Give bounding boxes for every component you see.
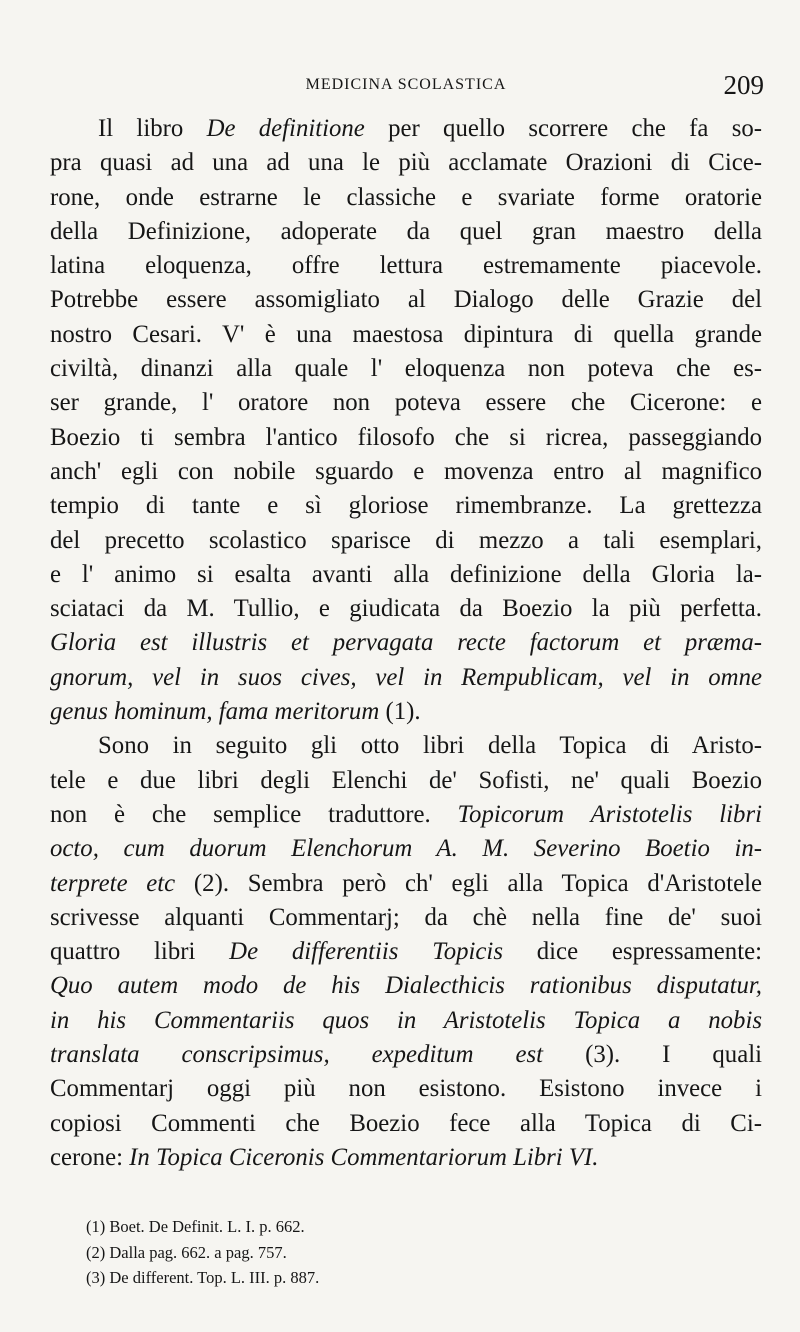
text-line [50, 867, 762, 901]
italic-segment: terprete etc [50, 869, 176, 897]
text-line [50, 318, 762, 352]
text-segment: cerone: [50, 1143, 130, 1171]
text-line [50, 1141, 762, 1175]
italic-segment: translata conscripsimus, expeditum est [50, 1041, 544, 1069]
text-segment: dice espressamente: [502, 938, 762, 966]
text-segment: civiltà, dinanzi alla quale l' eloquenza non poteva che es- [50, 355, 762, 383]
text-segment: tele e due libri degli Elenchi de' Sofisti, ne' quali Boezio [50, 766, 762, 794]
footnote-1: (1) Boet. De Definit. L. I. p. 662. [86, 1217, 305, 1236]
text-line [50, 1004, 762, 1038]
italic-segment: Gloria est illustris et pervagata recte factorum et præma- [50, 629, 762, 657]
text-line [50, 729, 762, 763]
text-line [50, 1107, 762, 1141]
text-segment: scrivesse alquanti Commentarj; da chè nella fine de' suoi [50, 903, 762, 931]
text-line [50, 558, 762, 592]
body-text [50, 112, 762, 1175]
text-segment: Commentarj oggi più non esistono. Esistono invece i [50, 1075, 762, 1103]
text-line [50, 661, 762, 695]
text-segment: copiosi Commenti che Boezio fece alla Topica di Ci- [50, 1109, 762, 1137]
page-number: 209 [723, 70, 764, 100]
text-segment: tempio di tante e sì gloriose rimembranze. La grettezza [50, 492, 762, 520]
italic-segment: Topicorum Aristotelis libri [457, 800, 762, 828]
text-line [50, 283, 762, 317]
text-segment: non è che semplice traduttore. [50, 800, 458, 828]
text-line [50, 764, 762, 798]
text-line [50, 386, 762, 420]
text-line [50, 524, 762, 558]
text-line [50, 901, 762, 935]
footnote-3: (3) De different. Top. L. III. p. 887. [86, 1268, 320, 1287]
text-segment: (1). [379, 698, 421, 726]
text-segment: (2). Sembra però ch' egli alla Topica d'Aristotele [175, 869, 762, 897]
text-segment: ser grande, l' oratore non poteva essere che Cicerone: e [50, 389, 762, 417]
text-segment: del precetto scolastico sparisce di mezzo a tali esemplari, [50, 526, 762, 554]
running-title: MEDICINA SCOLASTICA [305, 76, 507, 93]
footnotes [86, 1214, 706, 1291]
text-line [50, 352, 762, 386]
text-line [50, 592, 762, 626]
text-line [50, 935, 762, 969]
text-segment: quattro libri [50, 938, 230, 966]
italic-segment: in his Commentariis quos in Aristotelis Topica a nobis [50, 1006, 762, 1034]
running-head [48, 70, 764, 104]
text-segment: Sono in seguito gli otto libri della Topica di Aristo- [98, 732, 762, 760]
italic-segment: In Topica Ciceronis Commentariorum Libri VI. [129, 1143, 599, 1171]
text-segment: nostro Cesari. V' è una maestosa dipintura di quella grande [50, 320, 762, 348]
text-segment: della Definizione, adoperate da quel gran maestro della [50, 217, 762, 245]
text-line [50, 1038, 762, 1072]
text-line [50, 626, 762, 660]
text-segment: Il libro [98, 115, 207, 142]
text-segment: rone, onde estrarne le classiche e svariate forme oratorie [50, 183, 762, 211]
text-segment: per quello scorrere che fa so- [364, 115, 762, 142]
italic-segment: Quo autem modo de his Dialecthicis rationibus disputatur, [50, 972, 762, 1000]
text-line [50, 249, 762, 283]
italic-segment: genus hominum, fama meritorum [50, 698, 380, 726]
text-line [50, 1072, 762, 1106]
italic-segment: octo, cum duorum Elenchorum A. M. Severino Boetio in- [50, 835, 762, 863]
text-segment: Boezio ti sembra l'antico filosofo che si ricrea, passeggiando [50, 423, 762, 451]
footnote-2: (2) Dalla pag. 662. a pag. 757. [86, 1242, 287, 1262]
italic-segment: De differentiis Topicis [229, 938, 503, 966]
text-segment: latina eloquenza, offre lettura estremamente piacevole. [50, 252, 762, 280]
text-segment: sciataci da M. Tullio, e giudicata da Boezio la più perfetta. [50, 595, 762, 623]
text-line [50, 215, 762, 249]
italic-segment: De definitione [206, 115, 365, 142]
text-line [50, 455, 762, 489]
text-segment: (3). I quali [543, 1041, 762, 1069]
text-line [50, 146, 762, 180]
text-line [50, 695, 762, 729]
text-segment: Potrebbe essere assomigliato al Dialogo delle Grazie del [50, 286, 762, 314]
text-line [50, 421, 762, 455]
text-segment: e l' animo si esalta avanti alla definizione della Gloria la- [50, 560, 762, 588]
italic-segment: gnorum, vel in suos cives, vel in Rempublicam, vel in omne [50, 663, 762, 691]
text-segment: pra quasi ad una ad una le più acclamate Orazioni di Cice- [50, 149, 762, 177]
text-line [50, 798, 762, 832]
text-line [50, 181, 762, 215]
text-line [50, 969, 762, 1003]
text-line [50, 112, 762, 146]
text-line [50, 489, 762, 523]
text-segment: anch' egli con nobile sguardo e movenza entro al magnifico [50, 457, 762, 485]
text-line [50, 832, 762, 866]
